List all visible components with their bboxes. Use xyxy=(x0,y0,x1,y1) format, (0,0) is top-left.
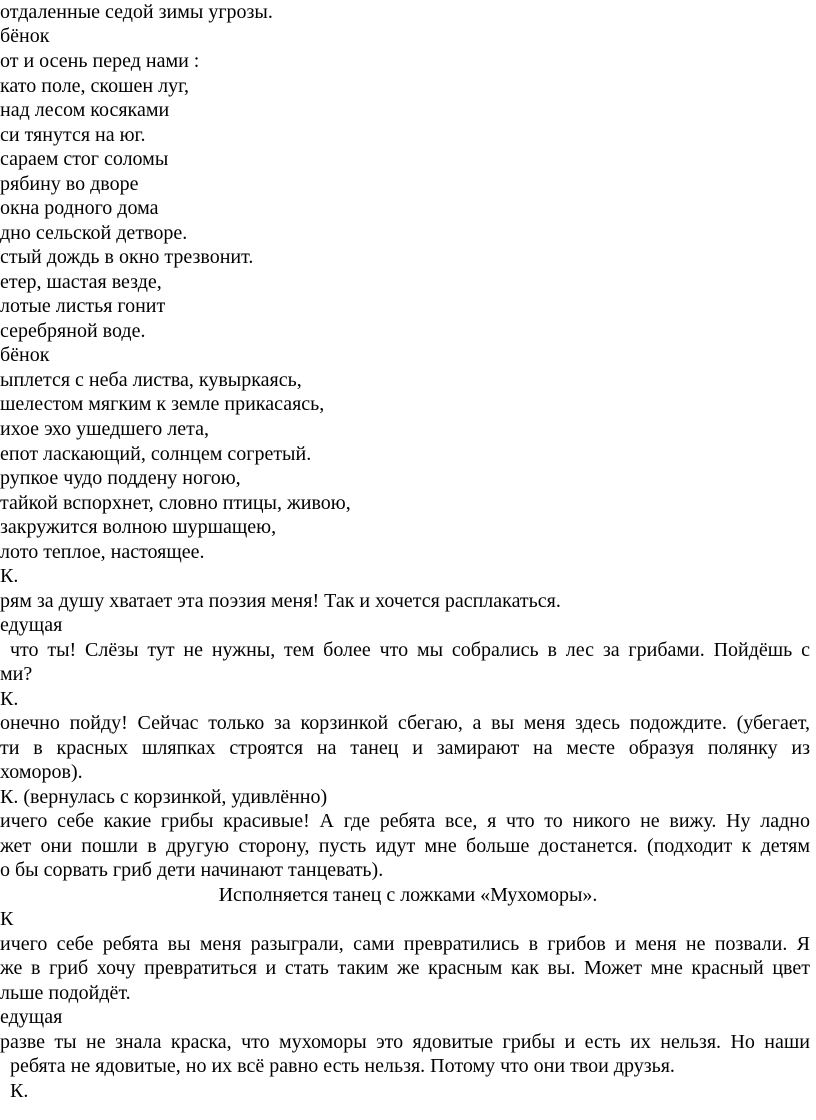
text-line: стый дождь в окно трезвонит. xyxy=(0,246,254,268)
text-line: о бы сорвать гриб дети начинают танцевать). xyxy=(0,859,384,881)
text-line: ихое эхо ушедшего лета, xyxy=(0,418,209,440)
text-line: рупкое чудо поддену ногою, xyxy=(0,467,241,489)
text-line: онечно пойду! Сейчас только за корзинкой сбегаю, а вы меня здесь подождите. (убегает, xyxy=(0,712,810,734)
text-line: окна родного дома xyxy=(0,197,159,219)
text-line: сараем стог соломы xyxy=(0,148,169,170)
text-line: жет они пошли в другую сторону, пусть идут мне больше достанется. (подходит к детям xyxy=(0,835,810,857)
speaker-label: едущая xyxy=(0,614,63,636)
text-line: закружится волною шуршащею, xyxy=(0,516,277,538)
text-line: лото теплое, настоящее. xyxy=(0,541,205,563)
speaker-label: К. (вернулась с корзинкой, удивлённо) xyxy=(0,786,328,808)
text-line: от и осень перед нами : xyxy=(0,50,200,72)
text-line: ти в красных шляпках строятся на танец и замирают на месте образуя полянку из xyxy=(0,737,810,759)
text-line: бёнок xyxy=(0,344,50,366)
text-line: лотые листья гонит xyxy=(0,295,166,317)
speaker-label: К. xyxy=(10,1080,29,1102)
text-line: над лесом косяками xyxy=(0,99,170,121)
text-line: като поле, скошен луг, xyxy=(0,75,190,97)
text-line: шелестом мягким к земле прикасаясь, xyxy=(0,393,325,415)
speaker-label: едущая xyxy=(0,1006,63,1028)
speaker-label: К. xyxy=(0,688,19,710)
text-line: ыплется с неба листва, кувыркаясь, xyxy=(0,369,302,391)
text-line: хоморов). xyxy=(0,761,83,783)
text-line: рям за душу хватает эта поэзия меня! Так и хочется расплакаться. xyxy=(0,590,561,612)
text-line: ребята не ядовитые, но их всё равно есть нельзя. Потому что они твои друзья. xyxy=(10,1055,675,1077)
text-line: льше подойдёт. xyxy=(0,982,131,1004)
text-line: епот ласкающий, солнцем согретый. xyxy=(0,443,312,465)
text-line: бёнок xyxy=(0,25,50,47)
text-line: ичего себе какие грибы красивые! А где ребята все, я что то никого не вижу. Ну ладно xyxy=(0,810,810,832)
text-line: отдаленные седой зимы угрозы. xyxy=(0,1,273,23)
speaker-label: К xyxy=(0,908,14,930)
text-line: рябину во дворе xyxy=(0,173,139,195)
text-line: ми? xyxy=(0,663,33,685)
text-line: серебряной воде. xyxy=(0,320,146,342)
text-line: си тянутся на юг. xyxy=(0,124,146,146)
speaker-label: К. xyxy=(0,565,19,587)
text-line: что ты! Слёзы тут не нужны, тем более что мы собрались в лес за грибами. Пойдёшь с xyxy=(10,639,810,661)
text-line: же в гриб хочу превратиться и стать таким же красным как вы. Может мне красный цвет xyxy=(0,957,810,979)
text-line: етер, шастая везде, xyxy=(0,271,162,293)
text-line: тайкой вспорхнет, словно птицы, живою, xyxy=(0,492,351,514)
text-line: ичего себе ребята вы меня разыграли, сами превратились в грибов и меня не позвали. Я xyxy=(0,933,810,955)
text-line: дно сельской детворе. xyxy=(0,222,188,244)
text-line: разве ты не знала краска, что мухоморы это ядовитые грибы и есть их нельзя. Но наши xyxy=(0,1031,810,1053)
dance-heading: Исполняется танец с ложками «Мухоморы». xyxy=(218,884,598,906)
